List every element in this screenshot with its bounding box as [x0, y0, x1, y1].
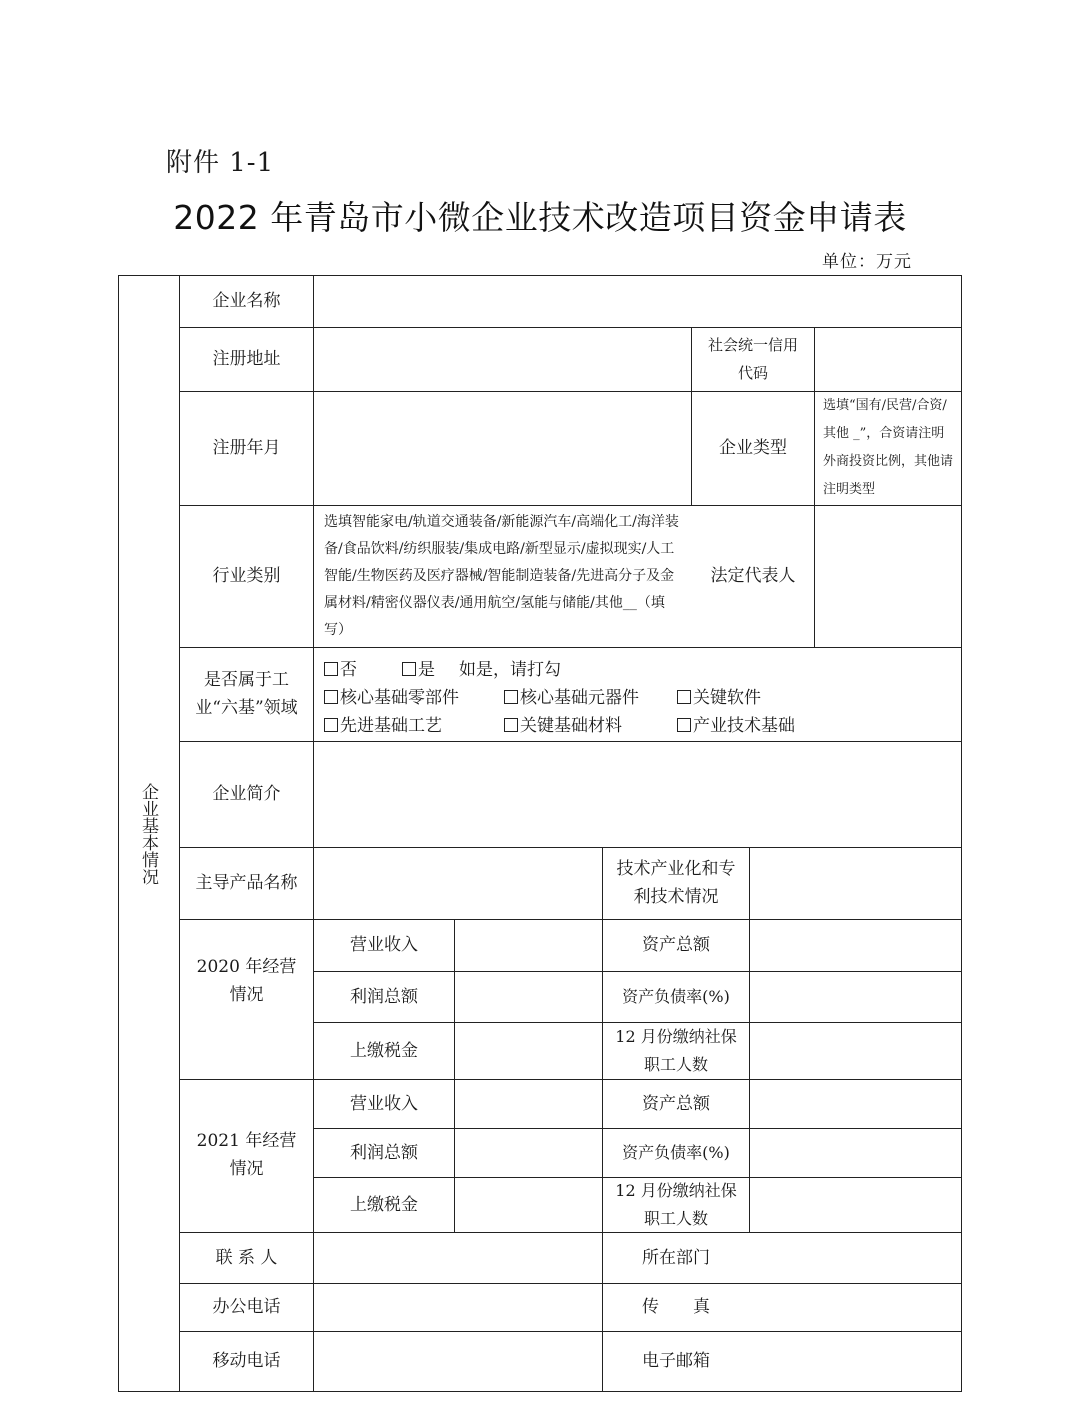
assets-2020-label: 资产总额: [642, 935, 710, 955]
checkbox-icon: [402, 662, 416, 676]
tax-2021-field[interactable]: [455, 1177, 602, 1232]
company-type-label: 企业类型: [719, 438, 787, 458]
contact-label: 联 系 人: [215, 1247, 278, 1268]
tax-2021-label: 上缴税金: [350, 1194, 418, 1215]
company-type-hint[interactable]: 选填“国有/民营/合资/其他 _”，合资请注明外商投资比例，其他请注明类型: [823, 398, 954, 497]
debt-ratio-2021-field[interactable]: [750, 1128, 961, 1177]
contact-field[interactable]: [314, 1232, 602, 1283]
application-form: [118, 275, 962, 1392]
checkbox-icon: [504, 690, 518, 704]
assets-2021-field[interactable]: [750, 1079, 961, 1128]
department-label: 所在部门: [642, 1247, 710, 1268]
debt-ratio-2020-field[interactable]: [750, 971, 961, 1022]
checkbox-icon: [677, 690, 691, 704]
email-field[interactable]: [750, 1331, 961, 1391]
tech-patent-field[interactable]: [750, 847, 961, 919]
legal-rep-field[interactable]: [815, 505, 961, 647]
employees-2020-field[interactable]: [750, 1022, 961, 1079]
department-field[interactable]: [750, 1232, 961, 1283]
checkbox-icon: [504, 718, 518, 732]
assets-2021-label: 资产总额: [642, 1093, 710, 1114]
employees-2020-label: 12 月份缴纳社保职工人数: [615, 1026, 737, 1074]
checkbox-icon: [324, 718, 338, 732]
reg-address-field[interactable]: [314, 327, 691, 391]
revenue-2020-label: 营业收入: [350, 935, 418, 955]
section-label: 企业基本情况: [138, 782, 158, 885]
option-yes[interactable]: 是: [402, 656, 435, 684]
option-key-software[interactable]: 关键软件: [677, 684, 761, 712]
form-title: 2022 年青岛市小微企业技术改造项目资金申请表: [173, 198, 907, 237]
option-core-parts[interactable]: 核心基础零部件: [324, 684, 459, 712]
option-base-process[interactable]: 先进基础工艺: [324, 712, 442, 740]
reg-date-label: 注册年月: [212, 438, 281, 458]
ops-2021-label: 2021 年经营情况: [196, 1131, 297, 1179]
checkbox-icon: [324, 690, 338, 704]
debt-ratio-2021-label: 资产负债率(%): [622, 1142, 730, 1162]
tax-2020-field[interactable]: [455, 1022, 602, 1079]
employees-2021-field[interactable]: [750, 1177, 961, 1232]
revenue-2021-label: 营业收入: [350, 1093, 418, 1114]
profit-2021-label: 利润总额: [350, 1142, 418, 1163]
attachment-label: 附件 1-1: [166, 148, 275, 178]
option-industry-tech[interactable]: 产业技术基础: [677, 712, 795, 740]
intro-field[interactable]: [314, 741, 961, 847]
revenue-2021-field[interactable]: [455, 1079, 602, 1128]
six-base-label: 是否属于工业“六基”领域: [195, 670, 298, 718]
reg-date-field[interactable]: [314, 391, 691, 505]
industry-label: 行业类别: [212, 566, 281, 586]
credit-code-field[interactable]: [815, 327, 961, 391]
fax-field[interactable]: [750, 1283, 961, 1331]
revenue-2020-field[interactable]: [455, 919, 602, 971]
assets-2020-field[interactable]: [750, 919, 961, 971]
reg-address-label: 注册地址: [212, 349, 281, 369]
checkbox-icon: [677, 718, 691, 732]
profit-2020-field[interactable]: [455, 971, 602, 1022]
intro-label: 企业简介: [212, 784, 281, 804]
ops-2020-label: 2020 年经营情况: [196, 957, 297, 1005]
mobile-field[interactable]: [314, 1331, 602, 1391]
mobile-label: 移动电话: [212, 1351, 281, 1371]
yes-hint: 如是，请打勾: [459, 660, 561, 680]
employees-2021-label: 12 月份缴纳社保职工人数: [615, 1180, 737, 1228]
profit-2021-field[interactable]: [455, 1128, 602, 1177]
company-name-field[interactable]: [314, 275, 961, 327]
tech-patent-label: 技术产业化和专利技术情况: [616, 859, 736, 907]
industry-hint[interactable]: 选填智能家电/轨道交通装备/新能源汽车/高端化工/海洋装备/食品饮料/纺织服装/集成电路/新型显示/虚拟现实/人工智能/生物医药及医疗器械/智能制造装备/先进高分子及金属材料/精密仪器仪表/通用航空/氢能与储能/其他__（填写）: [324, 513, 679, 638]
company-name-label: 企业名称: [212, 291, 281, 311]
unit-label: 单位：万元: [822, 252, 912, 272]
office-phone-field[interactable]: [314, 1283, 602, 1331]
office-phone-label: 办公电话: [212, 1297, 281, 1317]
fax-label: 传 真: [642, 1297, 710, 1317]
legal-rep-label: 法定代表人: [710, 566, 796, 586]
six-base-options: [314, 647, 961, 741]
option-key-materials[interactable]: 关键基础材料: [504, 712, 622, 740]
checkbox-icon: [324, 662, 338, 676]
email-label: 电子邮箱: [642, 1351, 710, 1371]
profit-2020-label: 利润总额: [350, 986, 418, 1007]
option-core-components[interactable]: 核心基础元器件: [504, 684, 639, 712]
tax-2020-label: 上缴税金: [350, 1040, 418, 1061]
main-product-field[interactable]: [314, 847, 602, 919]
credit-code-label: 社会统一信用代码: [707, 336, 798, 382]
main-product-label: 主导产品名称: [195, 873, 298, 893]
debt-ratio-2020-label: 资产负债率(%): [622, 986, 730, 1006]
option-no[interactable]: 否: [324, 656, 357, 684]
